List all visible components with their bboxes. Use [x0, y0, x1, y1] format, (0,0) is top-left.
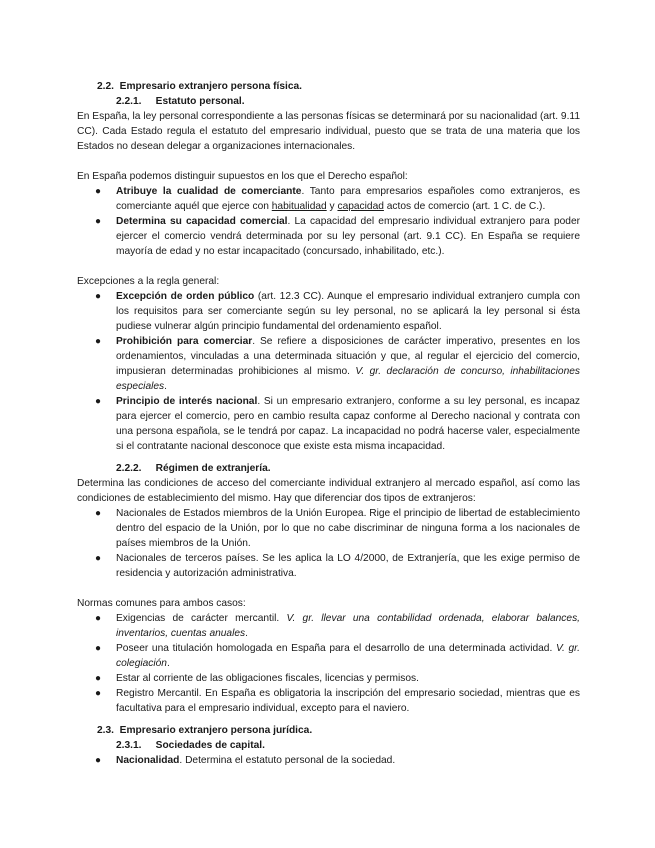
heading-title: Empresario extranjero persona jurídica. — [119, 725, 313, 736]
paragraph: Excepciones a la regla general: — [77, 276, 220, 287]
paragraph: Determina las condiciones de acceso del comerciante individual extranjero al mercado español, así como las condiciones de establecimiento del mismo. Hay que diferenciar dos tipos de extranjeros: — [77, 478, 580, 504]
heading-2-3 — [97, 723, 580, 738]
bullet-icon: ● — [95, 508, 102, 519]
list-item: ● Atribuye la cualidad de comerciante. Tanto para empresarios españoles como extranjeros, es comerciante aquél que ejerce con habitualidad y capacidad actos de comercio (art. 1 C. de C.). — [95, 186, 580, 212]
heading-number: 2.2.2. — [116, 463, 142, 474]
heading-number: 2.3.1. — [116, 740, 142, 751]
bullet-icon: ● — [95, 613, 102, 624]
heading-title: Régimen de extranjería. — [155, 463, 271, 474]
heading-title: Empresario extranjero persona física. — [119, 81, 302, 92]
heading-number: 2.2.1. — [116, 96, 142, 107]
bullet-list — [77, 289, 580, 454]
heading-number: 2.2. — [97, 81, 114, 92]
list-item: ● Registro Mercantil. En España es obligatoria la inscripción del empresario sociedad, mientras que es facultativa para el empresario individual, excepto para el naviero. — [95, 688, 580, 714]
list-item: ● Estar al corriente de las obligaciones fiscales, licencias y permisos. — [95, 673, 419, 684]
bullet-icon: ● — [95, 396, 102, 407]
bullet-icon: ● — [95, 553, 102, 564]
bullet-list — [77, 753, 580, 768]
bullet-icon: ● — [95, 291, 102, 302]
list-item: ● Nacionales de terceros países. Se les aplica la LO 4/2000, de Extranjería, que les exige permiso de residencia y autorización administrativa. — [95, 553, 580, 579]
document-body — [77, 79, 580, 768]
list-item: ● Exigencias de carácter mercantil. V. gr. llevar una contabilidad ordenada, elaborar balances, inventarios, cuentas anuales. — [95, 613, 580, 639]
paragraph: En España podemos distinguir supuestos en los que el Derecho español: — [77, 171, 408, 182]
list-item: ● Nacionales de Estados miembros de la Unión Europea. Rige el principio de libertad de establecimiento dentro del espacio de la Unión, por lo que no cabe discriminar de ninguna forma a los nacionales de países miembros de la Unión. — [95, 508, 580, 549]
paragraph: Normas comunes para ambos casos: — [77, 598, 246, 609]
bullet-icon: ● — [95, 643, 102, 654]
bullet-icon: ● — [95, 186, 102, 197]
bullet-list — [77, 184, 580, 259]
bullet-icon: ● — [95, 336, 102, 347]
heading-title: Sociedades de capital. — [155, 740, 265, 751]
heading-2-3-1 — [116, 738, 580, 753]
bullet-list — [77, 611, 580, 716]
heading-title: Estatuto personal. — [155, 96, 245, 107]
heading-2-2-1 — [116, 94, 580, 109]
list-item: ● Prohibición para comerciar. Se refiere a disposiciones de carácter imperativo, presentes en los ordenamientos, vinculadas a una determinada situación y que, al regular el ejercicio del comercio, impusieran determinadas prohibiciones al mismo. V. gr. declaración de concurso, inhabilitaciones especiales. — [95, 336, 581, 392]
heading-2-2 — [97, 79, 580, 94]
list-item: ● Principio de interés nacional. Si un empresario extranjero, conforme a su ley personal, es incapaz para ejercer el comercio, pero en cambio resulta capaz conforme al Derecho nacional y contrata con una persona española, se le tendrá por capaz. La incapacidad no podrá hacerse valer, especialmente si el contratante nacional desconoce que existe esta misma incapacidad. — [95, 396, 580, 452]
bullet-icon: ● — [95, 755, 102, 766]
list-item: ● Excepción de orden público (art. 12.3 CC). Aunque el empresario individual extranjero cumpla con los requisitos para ser comerciante según su ley personal, no se aplicará la ley personal si ésta pudiese vulnerar algún principio fundamental del ordenamiento español. — [95, 291, 580, 332]
bullet-icon: ● — [95, 673, 102, 684]
list-item: ● Determina su capacidad comercial. La capacidad del empresario individual extranjero para poder ejercer el comercio vendrá determinada por su ley personal (art. 9.1 CC). En España se requiere mayoría de edad y no estar incapacitado (concursado, inhabilitado, etc.). — [95, 216, 581, 257]
bullet-icon: ● — [95, 216, 102, 227]
heading-2-2-2 — [116, 461, 580, 476]
bullet-list — [77, 506, 580, 581]
list-item: ● Poseer una titulación homologada en España para el desarrollo de una determinada actividad. V. gr. colegiación. — [95, 643, 580, 669]
list-item: ● Nacionalidad. Determina el estatuto personal de la sociedad. — [95, 755, 396, 766]
bullet-icon: ● — [95, 688, 102, 699]
heading-number: 2.3. — [97, 725, 114, 736]
paragraph: En España, la ley personal correspondiente a las personas físicas se determinará por su nacionalidad (art. 9.11 CC). Cada Estado regula el estatuto del empresario individual, puesto que se trata de una materia que los Estados no desean delegar a organizaciones internacionales. — [77, 111, 580, 152]
